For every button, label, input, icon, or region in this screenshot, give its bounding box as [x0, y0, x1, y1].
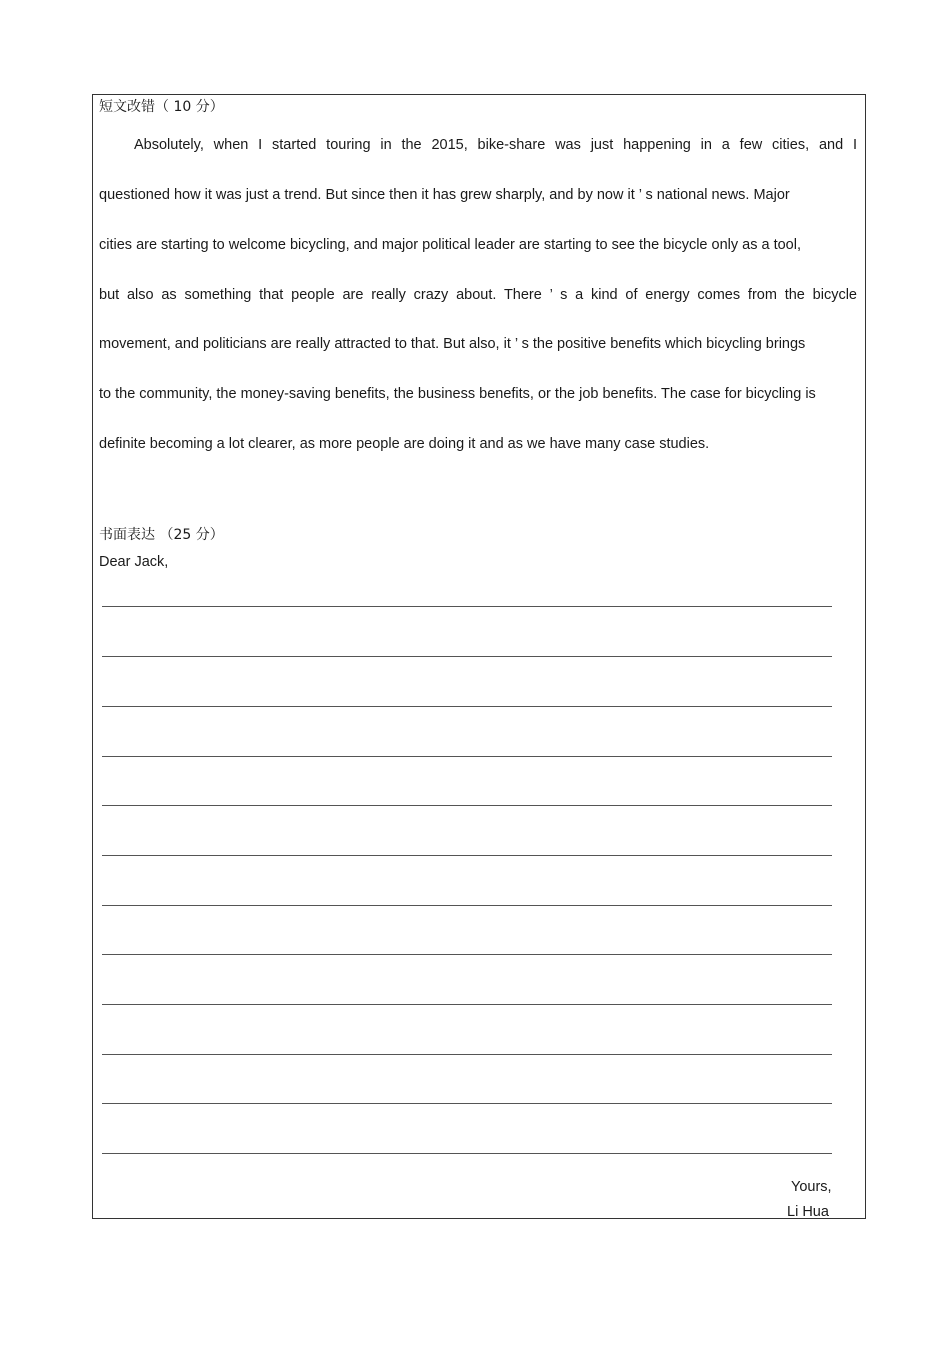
writing-line[interactable] — [102, 756, 832, 757]
writing-task-title: 书面表达 （25 分） — [99, 527, 224, 543]
writing-line[interactable] — [102, 656, 832, 657]
passage-line-4: but also as something that people are really crazy about. There ’ s a kind of energy comes from the bicycle — [99, 287, 857, 303]
writing-line[interactable] — [102, 1054, 832, 1055]
passage-line-5: movement, and politicians are really attracted to that. But also, it ’ s the positive benefits which bicycling brings — [99, 336, 806, 352]
writing-line[interactable] — [102, 1004, 832, 1005]
passage-line-2: questioned how it was just a trend. But since then it has grew sharply, and by now it ’ s national news. Major — [99, 187, 790, 203]
writing-line[interactable] — [102, 1103, 832, 1104]
writing-line[interactable] — [102, 954, 832, 955]
passage-line-7: definite becoming a lot clearer, as more people are doing it and as we have many case studies. — [99, 436, 710, 452]
writing-line[interactable] — [102, 905, 832, 906]
letter-signature: Li Hua — [787, 1204, 829, 1220]
writing-line[interactable] — [102, 805, 832, 806]
writing-line[interactable] — [102, 855, 832, 856]
passage-line-3: cities are starting to welcome bicycling, and major political leader are starting to see the bicycle only as a tool, — [99, 237, 801, 253]
writing-line[interactable] — [102, 706, 832, 707]
passage-line-1: Absolutely, when I started touring in the 2015, bike-share was just happening in a few cities, and I — [134, 137, 857, 153]
letter-greeting: Dear Jack, — [99, 554, 169, 570]
error-correction-title: 短文改错（ 10 分） — [99, 99, 224, 115]
letter-closing: Yours, — [791, 1179, 832, 1195]
writing-line[interactable] — [102, 606, 832, 607]
passage-line-6: to the community, the money-saving benefits, the business benefits, or the job benefits. The case for bicycling is — [99, 386, 816, 402]
writing-line[interactable] — [102, 1153, 832, 1154]
